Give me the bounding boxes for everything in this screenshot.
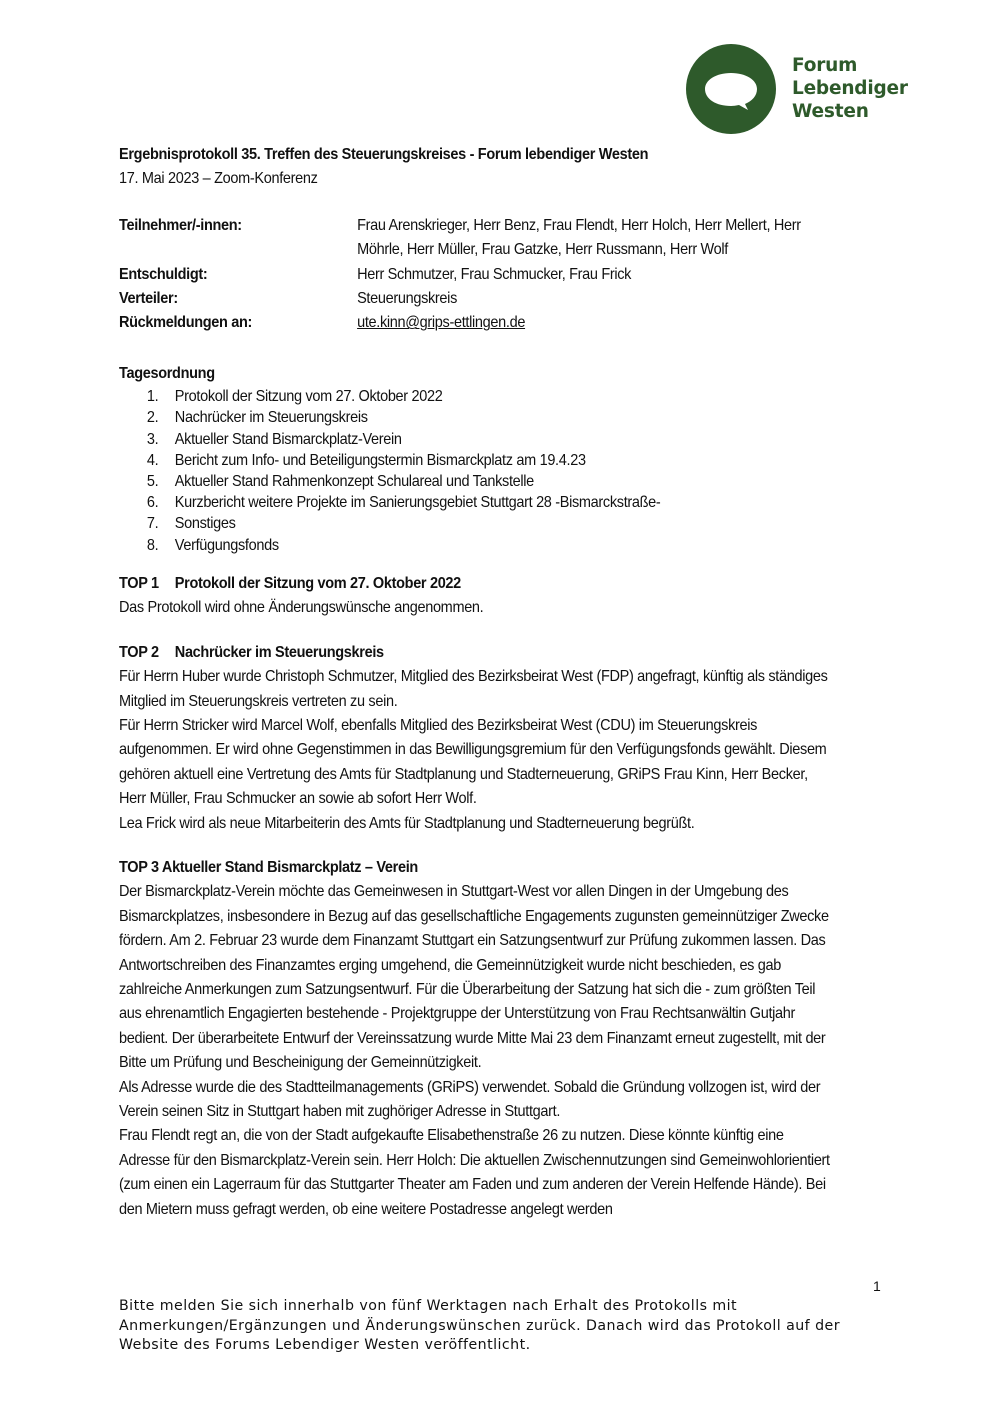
top1-section bbox=[119, 572, 835, 621]
agenda-item bbox=[119, 407, 835, 428]
agenda-item-number: 1. bbox=[146, 388, 159, 406]
agenda-title: Tagesordnung bbox=[119, 364, 215, 382]
meta-label-participants: Teilnehmer/-innen: bbox=[119, 216, 242, 234]
agenda-item bbox=[119, 450, 835, 471]
page-number: 1 bbox=[873, 1278, 881, 1294]
logo-line-1: Forum bbox=[792, 55, 858, 76]
agenda-item-text: Sonstiges bbox=[174, 515, 236, 533]
agenda-list bbox=[119, 386, 835, 556]
document-content bbox=[119, 143, 835, 1242]
top2-title: Nachrücker im Steuerungskreis bbox=[174, 643, 384, 661]
agenda-item bbox=[119, 513, 835, 534]
logo-line-2: Lebendiger bbox=[792, 78, 908, 99]
meta-table bbox=[119, 214, 835, 336]
meta-value-feedback bbox=[357, 311, 835, 335]
agenda-item bbox=[119, 386, 835, 407]
top3-section bbox=[119, 856, 835, 1222]
agenda-item-number: 6. bbox=[146, 494, 159, 512]
top1-text: Das Protokoll wird ohne Änderungswünsche angenommen. bbox=[119, 599, 484, 617]
agenda-item-number: 2. bbox=[146, 409, 159, 427]
agenda-item-text: Aktueller Stand Rahmenkonzept Schulareal und Tankstelle bbox=[174, 473, 534, 491]
agenda-item-text: Bericht zum Info- und Beteiligungstermin Bismarckplatz am 19.4.23 bbox=[174, 451, 586, 469]
top2-section bbox=[119, 641, 835, 836]
meta-value-excused: Herr Schmutzer, Frau Schmucker, Frau Frick bbox=[357, 265, 632, 283]
top3-paragraph: Frau Flendt regt an, die von der Stadt aufgekaufte Elisabethenstraße 26 zu nutzen. Diese könnte künftig eine Adresse für den Bismarckplatz-Verein sein. Herr Holch: Die aktuellen Zwischennutzungen sind Gemeinwohlorientiert (zum einen ein Lagerraum für das Stuttgarter Theater am Faden und zum anderen der Verein Helfende Hände). Bei den Mietern muss gefragt werden, ob eine weitere Postadresse angelegt werden bbox=[119, 1127, 830, 1218]
forum-logo bbox=[686, 44, 926, 136]
agenda-item-text: Kurzbericht weitere Projekte im Sanierungsgebiet Stuttgart 28 -Bismarckstraße- bbox=[174, 494, 661, 512]
meta-value-participants: Frau Arenskrieger, Herr Benz, Frau Flendt, Herr Holch, Herr Mellert, Herr Möhrle, Herr Müller, Frau Gatzke, Herr Russmann, Herr Wolf bbox=[357, 216, 801, 259]
speech-bubble-logo-icon bbox=[686, 44, 776, 134]
top3-heading: TOP 3 Aktueller Stand Bismarckplatz – Verein bbox=[119, 858, 418, 876]
meta-value-distribution: Steuerungskreis bbox=[357, 290, 457, 308]
feedback-email-link[interactable]: ute.kinn@grips-ettlingen.de bbox=[357, 314, 526, 332]
top2-heading bbox=[119, 641, 835, 665]
agenda-item-number: 7. bbox=[146, 515, 159, 533]
agenda-item bbox=[119, 492, 835, 513]
agenda-item-number: 5. bbox=[146, 473, 159, 491]
top2-paragraph: Für Herrn Stricker wird Marcel Wolf, ebenfalls Mitglied des Bezirksbeirat West (CDU) im Steuerungskreis aufgenommen. Er wird ohne Gegenstimmen in das Bewilligungsgremium für den Verfügungsfonds gewählt. Diesem gehören aktuell eine Vertretung des Amts für Stadtplanung und Stadterneuerung, GRiPS Frau Kinn, Herr Becker, Herr Müller, Frau Schmucker an sowie ab sofort Herr Wolf. bbox=[119, 716, 827, 808]
agenda-item-text: Aktueller Stand Bismarckplatz-Verein bbox=[174, 430, 402, 448]
logo-text bbox=[792, 54, 908, 123]
agenda-item-number: 8. bbox=[146, 536, 159, 554]
agenda-item-number: 4. bbox=[146, 451, 159, 469]
top2-paragraph: Lea Frick wird als neue Mitarbeiterin des Amts für Stadtplanung und Stadterneuerung begrüßt. bbox=[119, 814, 695, 832]
agenda-item-text: Verfügungsfonds bbox=[174, 536, 279, 554]
top2-paragraph: Für Herrn Huber wurde Christoph Schmutzer, Mitglied des Bezirksbeirat West (FDP) angefragt, künftig als ständiges Mitglied im Steuerungskreis vertreten zu sein. bbox=[119, 668, 828, 710]
title-block bbox=[119, 143, 835, 192]
top1-number: TOP 1 bbox=[119, 574, 159, 592]
meta-label-excused: Entschuldigt: bbox=[119, 265, 208, 283]
agenda-item-text: Nachrücker im Steuerungskreis bbox=[174, 409, 368, 427]
agenda-item-text: Protokoll der Sitzung vom 27. Oktober 2022 bbox=[174, 388, 443, 406]
agenda-item bbox=[119, 429, 835, 450]
meta-label-distribution: Verteiler: bbox=[119, 290, 178, 308]
top3-paragraph: Der Bismarckplatz-Verein möchte das Gemeinwesen in Stuttgart-West vor allen Dingen in der Umgebung des Bismarckplatzes, insbesondere in Bezug auf das gesellschaftliche Engagements zugunsten gemeinnütziger Zwecke fördern. Am 2. Februar 23 wurde dem Finanzamt Stuttgart ein Satzungsentwurf zur Prüfung zukommen lassen. Das Antwortschreiben des Finanzamtes erging umgehend, die Gemeinnützigkeit wurde nicht beschieden, es gab zahlreiche Anmerkungen zum Satzungsentwurf. Für die Überarbeitung der Satzung hat sich die - zum größten Teil aus ehrenamtlich Engagierten bestehende - Projektgruppe der Unterstützung von Frau Rechtsanwältin Gutjahr bedient. Der überarbeitete Entwurf der Vereinssatzung wurde Mitte Mai 23 dem Finanzamt erneut zugestellt, mit der Bitte um Prüfung und Bescheinigung der Gemeinnützigkeit. bbox=[119, 883, 829, 1072]
top1-heading bbox=[119, 572, 835, 596]
top3-paragraph: Als Adresse wurde die des Stadtteilmanagements (GRiPS) verwendet. Sobald die Gründung vollzogen ist, wird der Verein seinen Sitz in Stuttgart haben mit zughöriger Adresse in Stuttgart. bbox=[119, 1078, 821, 1120]
page-footer: Bitte melden Sie sich innerhalb von fünf Werktagen nach Erhalt des Protokolls mit Anmerkungen/Ergänzungen und Änderungswünschen zurück. Danach wird das Protokoll auf der Website des Forums Lebendiger Westen veröffentlicht. bbox=[119, 1298, 840, 1353]
document-subtitle: 17. Mai 2023 – Zoom-Konferenz bbox=[119, 170, 318, 188]
top1-title: Protokoll der Sitzung vom 27. Oktober 2022 bbox=[174, 574, 461, 592]
logo-line-3: Westen bbox=[792, 101, 869, 122]
agenda-item bbox=[119, 471, 835, 492]
agenda-item bbox=[119, 535, 835, 556]
meta-label-feedback: Rückmeldungen an: bbox=[119, 314, 253, 332]
agenda-item-number: 3. bbox=[146, 430, 159, 448]
document-title: Ergebnisprotokoll 35. Treffen des Steuerungskreises - Forum lebendiger Westen bbox=[119, 146, 649, 163]
top2-number: TOP 2 bbox=[119, 643, 159, 661]
